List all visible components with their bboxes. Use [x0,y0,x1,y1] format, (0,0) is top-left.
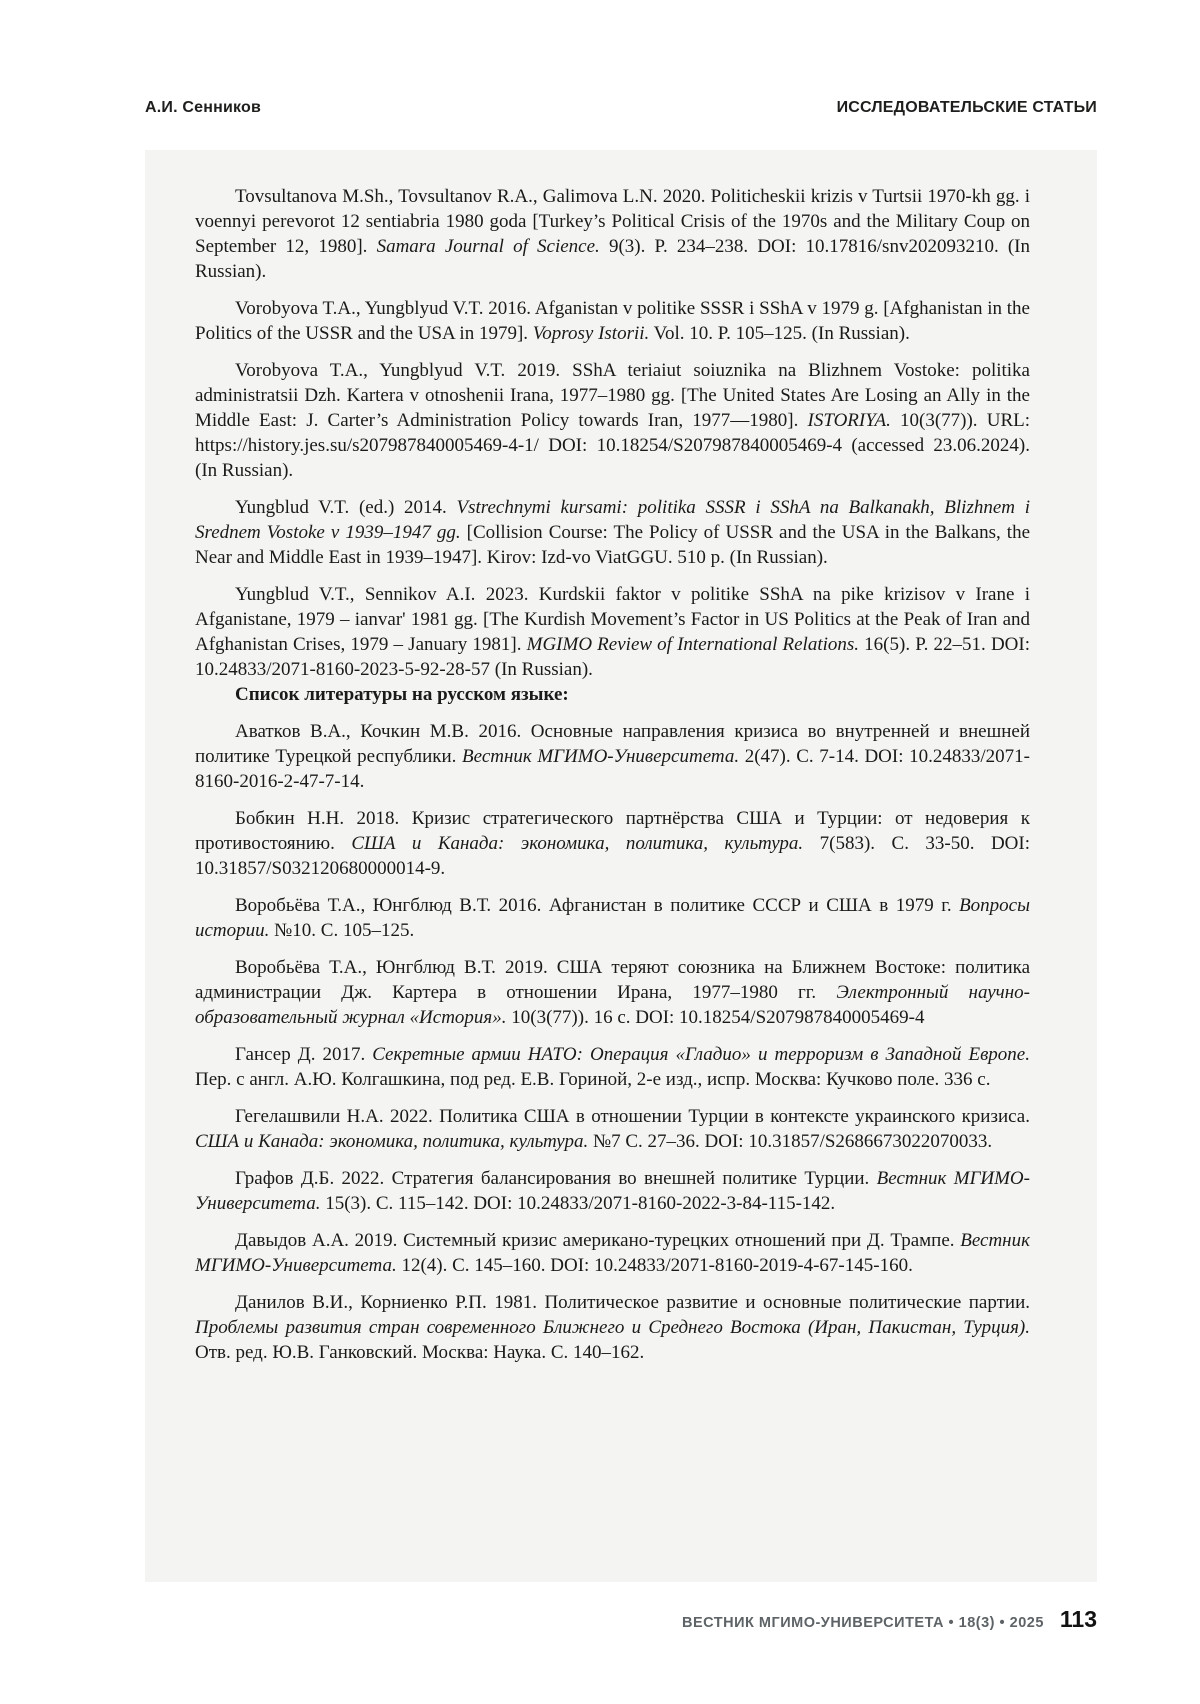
reference-entry [195,296,1030,346]
reference-text: Воробьёва Т.А., Юнгблюд В.Т. 2019. США теряют союзника на Ближнем Востоке: политика администрации Дж. Картера в отношении Ирана, 1977–1980 гг. [195,957,1030,1003]
reference-source-title: ISTORIYA. [807,410,891,431]
reference-source-title: Vstrechnymi kursami: politika SSSR i SShA na Balkanakh, Blizhnem i Srednem Vostoke v 1939–1947 gg. [195,497,1030,543]
reference-text: Пер. с англ. А.Ю. Колгашкина, под ред. Е.В. Гориной, 2-е изд., испр. Москва: Кучково поле. 336 с. [195,1069,991,1090]
reference-text: Гегелашвили Н.А. 2022. Политика США в отношении Турции в контексте украинского кризиса. [235,1106,1030,1127]
reference-text: Воробьёва Т.А., Юнгблюд В.Т. 2016. Афганистан в политике СССР и США в 1979 г. [235,895,960,916]
reference-entry [195,1166,1030,1216]
reference-entry [195,1104,1030,1154]
reference-source-title: США и Канада: экономика, политика, культура. [351,833,804,854]
reference-text: Vorobyova T.A., Yungblyud V.T. 2016. Afganistan v politike SSSR i SShA v 1979 g. [Afghanistan in the Politics of the USSR and the USA in 1979]. [195,298,1030,344]
reference-text: 16(5). P. 22–51. DOI: 10.24833/2071-8160-2023-5-92-28-57 (In Russian). [195,634,1030,680]
reference-entry [195,184,1030,284]
reference-entry [195,582,1030,682]
reference-text: Гансер Д. 2017. [235,1044,373,1065]
reference-source-title: Проблемы развития стран современного Ближнего и Среднего Востока (Иран, Пакистан, Турция). [195,1317,1030,1338]
reference-text: Данилов В.И., Корниенко Р.П. 1981. Политическое развитие и основные политические партии. [235,1292,1030,1313]
page-footer [145,1606,1097,1633]
reference-source-title: Секретные армии НАТО: Операция «Гладио» и терроризм в Западной Европе. [372,1044,1030,1065]
reference-source-title: Вопросы истории. [195,895,1030,941]
reference-source-title: Voprosy Istorii. [532,323,650,344]
reference-entry [195,955,1030,1030]
reference-entry [195,719,1030,794]
reference-text: 10(3(77)). 16 с. DOI: 10.18254/S207987840005469-4 [506,1007,925,1028]
reference-text: 9(3). P. 234–238. DOI: 10.17816/snv202093210. (In Russian). [195,236,1031,282]
page-content-area [145,150,1097,1582]
references-transliterated-list [195,184,1030,682]
running-header [145,99,1097,117]
reference-text: №10. С. 105–125. [269,920,415,941]
reference-entry [195,1228,1030,1278]
reference-entry [195,893,1030,943]
reference-entry [195,806,1030,881]
reference-text: Отв. ред. Ю.В. Ганковский. Москва: Наука. С. 140–162. [195,1342,645,1363]
reference-text: 15(3). С. 115–142. DOI: 10.24833/2071-8160-2022-3-84-115-142. [320,1193,836,1214]
reference-text: Аватков В.А., Кочкин М.В. 2016. Основные направления кризиса во внутренней и внешней политике Турецкой республики. [195,721,1030,767]
reference-text: Yungblud V.T. (ed.) 2014. [235,497,457,518]
russian-references-heading: Список литературы на русском языке: [235,684,569,705]
reference-text: 10(3(77)). URL: https://history.jes.su/s207987840005469-4-1/ DOI: 10.18254/S207987840005469-4 (accessed 23.06.2024). (In Russian). [195,410,1031,481]
reference-text: Давыдов А.А. 2019. Системный кризис американо-турецких отношений при Д. Трампе. [235,1230,961,1251]
reference-text: Vorobyova T.A., Yungblyud V.T. 2019. SShA teriaiut soiuznika na Blizhnem Vostoke: politika administratsii Dzh. Kartera v otnoshenii Irana, 1977–1980 gg. [The United States Are Losing an Ally in the Middle East: J. Carter’s Administration Policy towards Iran, 1977—1980]. [195,360,1030,431]
reference-source-title: Вестник МГИМО-Университета. [195,1168,1030,1214]
reference-source-title: Samara Journal of Science. [376,236,600,257]
reference-source-title: Вестник МГИМО-Университета. [195,1230,1030,1276]
reference-text: 7(583). С. 33-50. DOI: 10.31857/S032120680000014-9. [195,833,1031,879]
reference-text: Графов Д.Б. 2022. Стратегия балансирования во внешней политике Турции. [235,1168,877,1189]
reference-text: №7 С. 27–36. DOI: 10.31857/S2686673022070033. [588,1131,993,1152]
reference-text-column [195,184,1030,1365]
footer-page-number: 113 [1059,1606,1097,1632]
reference-text: Tovsultanova M.Sh., Tovsultanov R.A., Galimova L.N. 2020. Politicheskii krizis v Turtsii 1970-kh gg. i voennyi perevorot 12 sentiabria 1980 goda [Turkey’s Political Crisis of the 1970s and the Military Coup on September 12, 1980]. [195,186,1030,257]
reference-source-title: Электронный научно-образовательный журнал «История». [195,982,1030,1028]
reference-text: Vol. 10. P. 105–125. (In Russian). [649,323,910,344]
references-russian-list [195,719,1030,1365]
reference-text: Бобкин Н.Н. 2018. Кризис стратегического партнёрства США и Турции: от недоверия к противостоянию. [195,808,1030,854]
reference-source-title: Вестник МГИМО-Университета. [462,746,740,767]
running-header-author: А.И. Сенников [145,99,262,116]
reference-entry [195,495,1030,570]
reference-entry [195,1042,1030,1092]
reference-source-title: MGIMO Review of International Relations. [526,634,860,655]
reference-text: [Collision Course: The Policy of USSR and the USA in the Balkans, the Near and Middle East in 1939–1947]. Kirov: Izd-vo ViatGGU. 510 p. (In Russian). [195,522,1031,568]
reference-text: 12(4). С. 145–160. DOI: 10.24833/2071-8160-2019-4-67-145-160. [396,1255,913,1276]
reference-entry [195,358,1030,483]
reference-text: 2(47). С. 7-14. DOI: 10.24833/2071-8160-2016-2-47-7-14. [195,746,1030,792]
reference-entry [195,1290,1030,1365]
reference-source-title: США и Канада: экономика, политика, культура. [195,1131,589,1152]
reference-text: Yungblud V.T., Sennikov A.I. 2023. Kurdskii faktor v politike SShA na pike krizisov v Irane i Afganistane, 1979 – ianvar' 1981 gg. [The Kurdish Movement’s Factor in US Politics at the Peak of Iran and Afghanistan Crises, 1979 – January 1981]. [195,584,1030,655]
footer-journal-title: ВЕСТНИК МГИМО-УНИВЕРСИТЕТА • 18(3) • 2025 [682,1615,1044,1631]
running-header-section: ИССЛЕДОВАТЕЛЬСКИЕ СТАТЬИ [836,99,1097,116]
